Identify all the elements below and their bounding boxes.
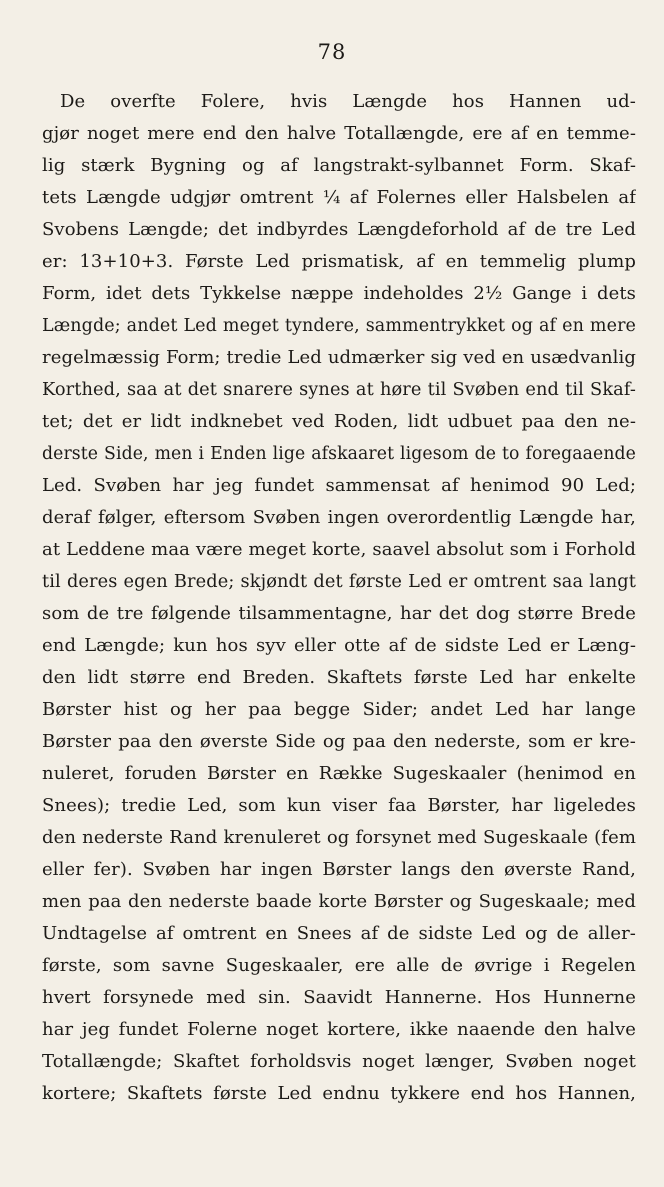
text-line: De overfte Folere, hvis Længde hos Hannen ud- [60, 91, 636, 112]
page-number: 78 [317, 40, 347, 64]
text-line: Form, idet dets Tykkelse næppe indeholdes 2½ Gange i dets [42, 283, 636, 304]
text-line: eller fer). Svøben har ingen Børster langs den øverste Rand, [42, 859, 636, 880]
text-line: nuleret, foruden Børster en Række Sugeskaaler (henimod en [42, 763, 636, 784]
text-line: gjør noget mere end den halve Totallængde, ere af en temme- [42, 123, 636, 144]
text-line: lig stærk Bygning og af langstrakt-sylbannet Form. Skaf- [42, 155, 636, 176]
text-line: deraf følger, eftersom Svøben ingen overordentlig Længde har, [42, 507, 636, 528]
text-line: tet; det er lidt indknebet ved Roden, lidt udbuet paa den ne- [42, 411, 636, 432]
text-line: derste Side, men i Enden lige afskaaret ligesom de to foregaaende [42, 444, 636, 464]
body-text [42, 86, 636, 1110]
text-line: til deres egen Brede; skjøndt det første Led er omtrent saa langt [42, 572, 636, 592]
text-line: Børster paa den øverste Side og paa den nederste, som er kre- [42, 731, 636, 752]
text-line: som de tre følgende tilsammentagne, har det dog større Brede [42, 603, 636, 624]
text-line: Korthed, saa at det snarere synes at høre til Svøben end til Skaf- [42, 380, 636, 400]
text-line: Led. Svøben har jeg fundet sammensat af henimod 90 Led; [42, 475, 636, 496]
text-line: den nederste Rand krenuleret og forsynet med Sugeskaale (fem [42, 827, 636, 848]
text-line: Børster hist og her paa begge Sider; andet Led har lange [42, 699, 636, 720]
text-line: at Leddene maa være meget korte, saavel absolut som i Forhold [42, 539, 636, 560]
text-line: Svobens Længde; det indbyrdes Længdeforhold af de tre Led [42, 219, 636, 240]
text-line: Snees); tredie Led, som kun viser faa Børster, har ligeledes [42, 795, 636, 816]
text-line: er: 13+10+3. Første Led prismatisk, af en temmelig plump [42, 251, 636, 272]
text-line: den lidt større end Breden. Skaftets første Led har enkelte [42, 667, 636, 688]
text-line: hvert forsynede med sin. Saavidt Hannerne. Hos Hunnerne [42, 987, 636, 1008]
text-line: men paa den nederste baade korte Børster og Sugeskaale; med [42, 891, 636, 912]
text-line: første, som savne Sugeskaaler, ere alle de øvrige i Regelen [42, 955, 636, 976]
text-line: har jeg fundet Folerne noget kortere, ikke naaende den halve [42, 1019, 636, 1040]
text-line: Undtagelse af omtrent en Snees af de sidste Led og de aller- [42, 923, 636, 944]
text-line: end Længde; kun hos syv eller otte af de sidste Led er Læng- [42, 635, 636, 656]
text-line: Længde; andet Led meget tyndere, sammentrykket og af en mere [42, 316, 636, 336]
text-line: tets Længde udgjør omtrent ¼ af Folernes eller Halsbelen af [42, 187, 636, 208]
text-line: regelmæssig Form; tredie Led udmærker sig ved en usædvanlig [42, 347, 636, 368]
text-line: Totallængde; Skaftet forholdsvis noget længer, Svøben noget [42, 1051, 636, 1072]
text-line: kortere; Skaftets første Led endnu tykkere end hos Hannen, [42, 1083, 636, 1104]
